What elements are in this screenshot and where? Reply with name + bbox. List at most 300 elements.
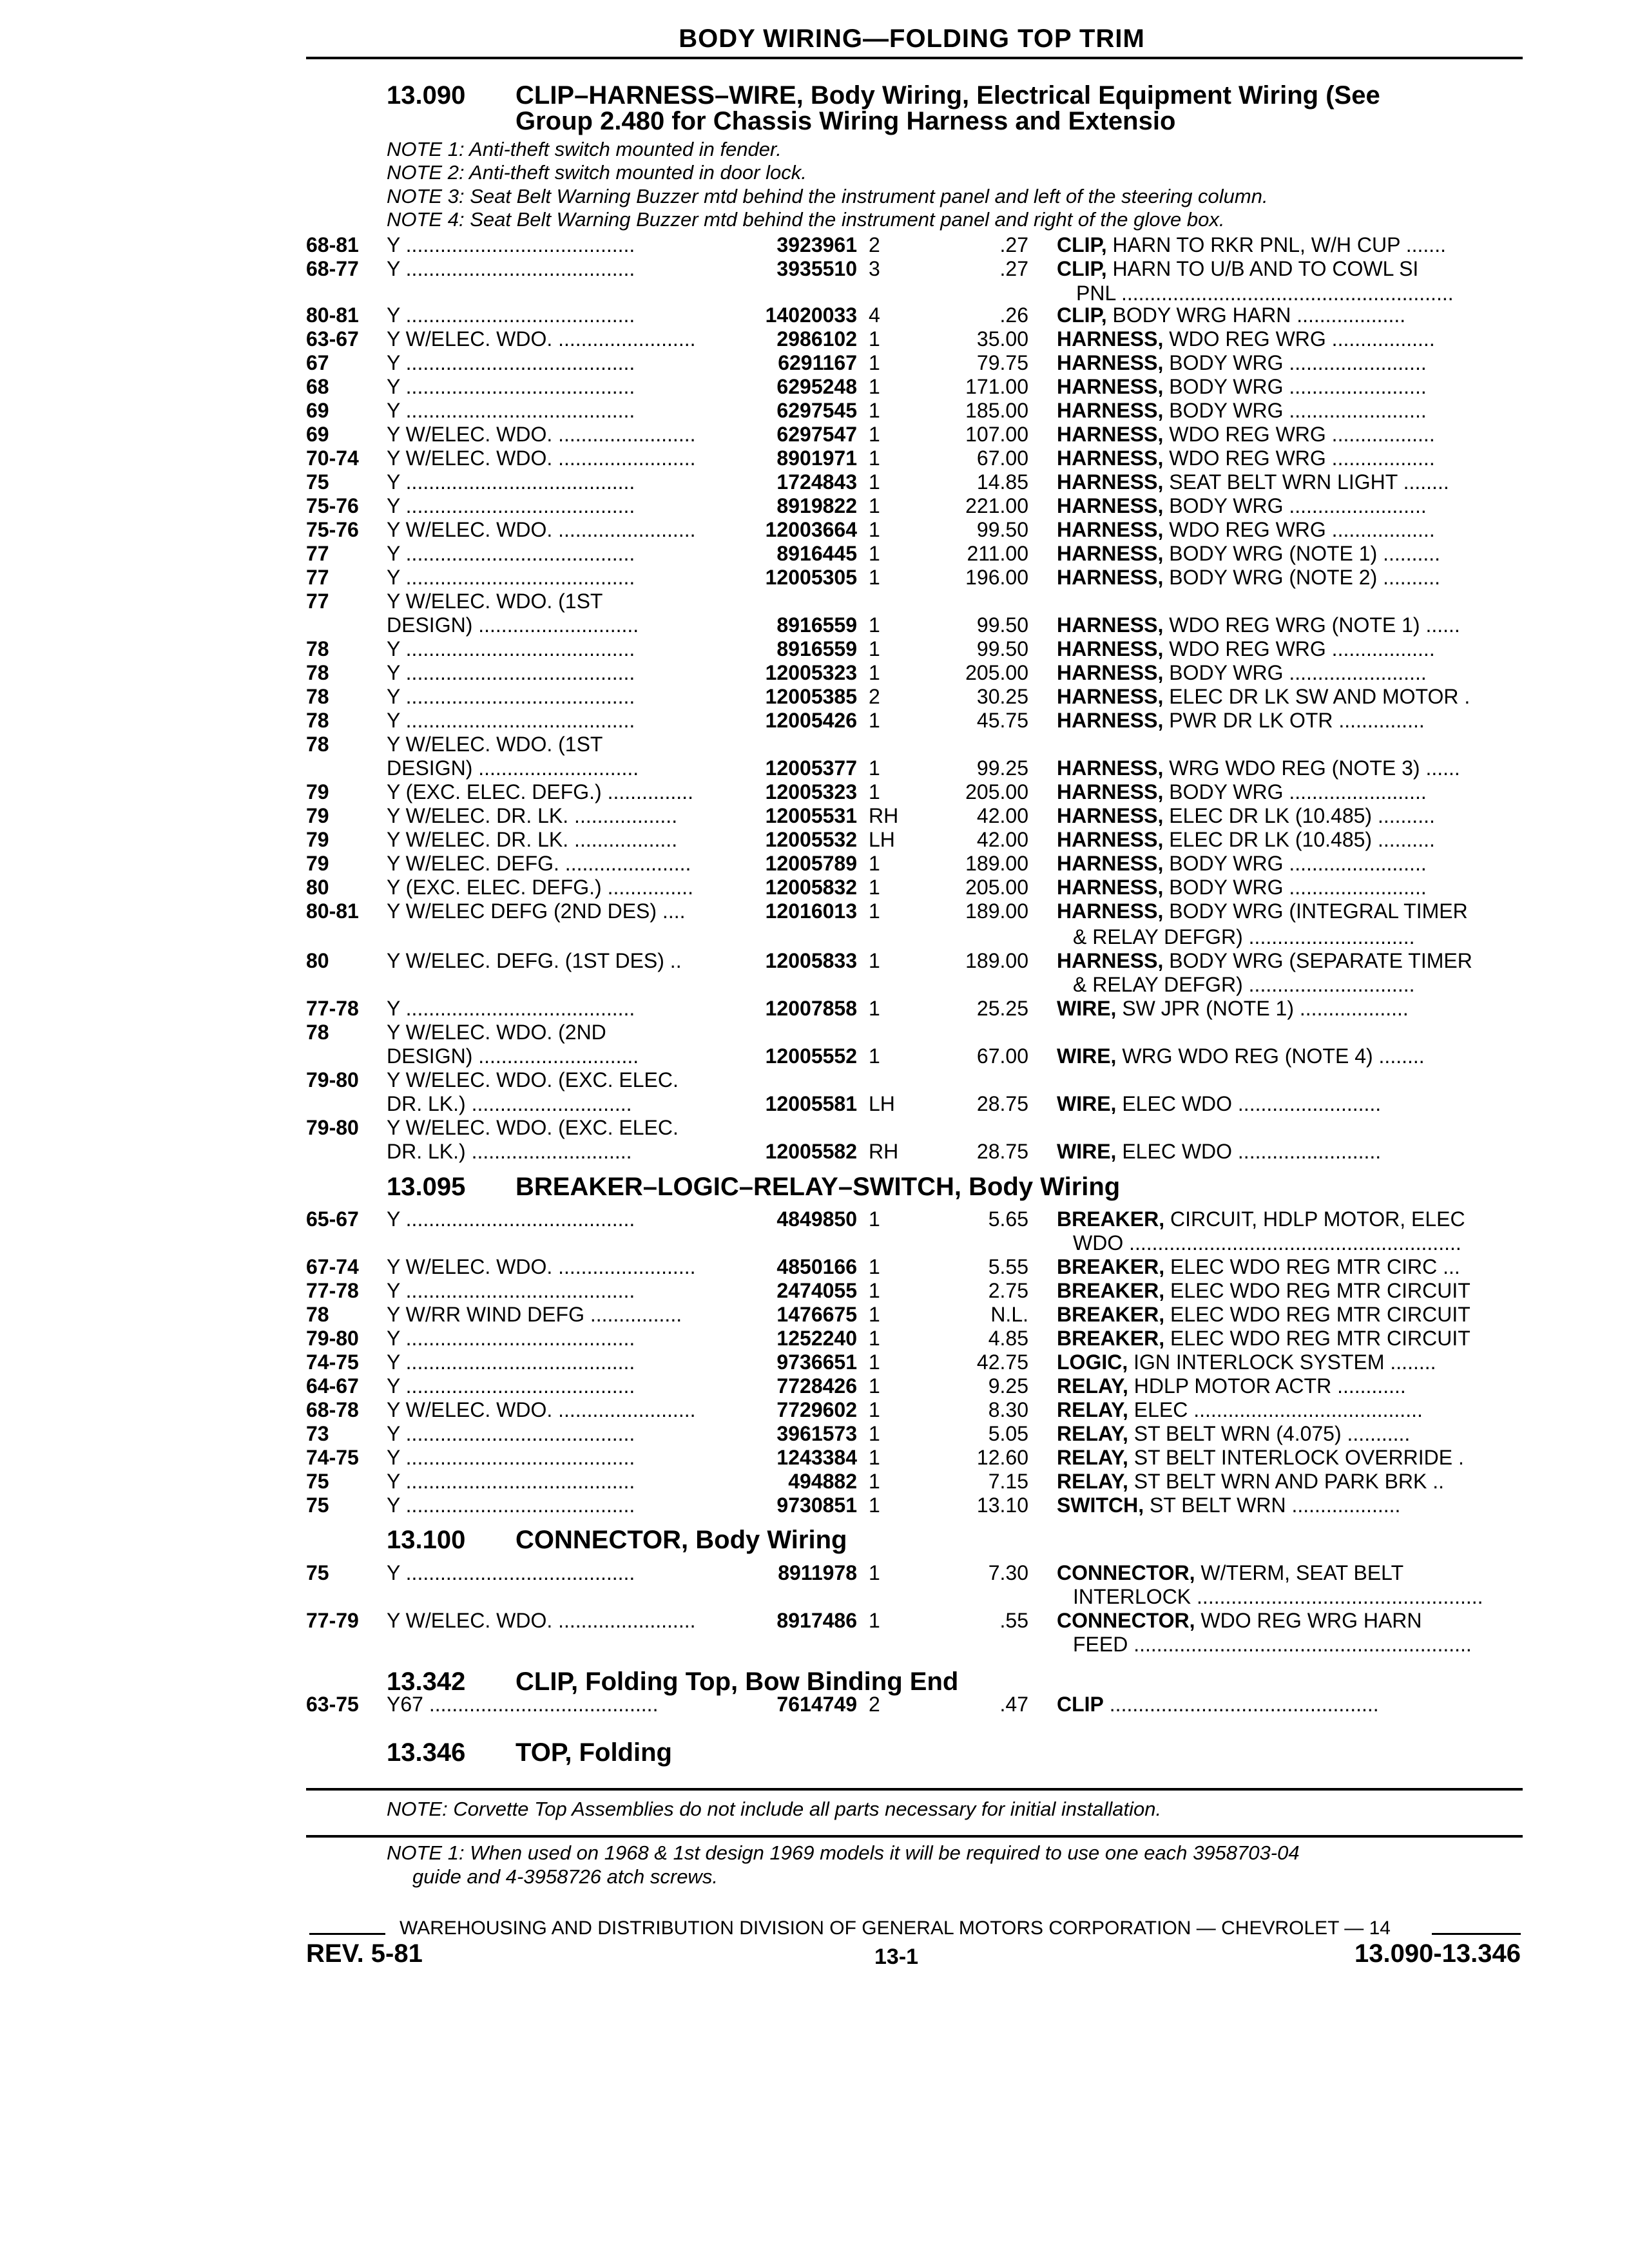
part-name-bold: RELAY,	[1057, 1422, 1128, 1445]
price: .26	[999, 303, 1028, 327]
model-years: 80-81	[306, 303, 359, 327]
application: DESIGN) ............................	[387, 613, 639, 637]
part-number: 3961573	[776, 1422, 857, 1445]
part-number: 12005305	[765, 566, 857, 589]
model-years: 79	[306, 828, 329, 851]
price: 14.85	[976, 470, 1028, 494]
part-name	[1057, 899, 1521, 923]
model-years: 78	[306, 709, 329, 732]
part-name-rest: BODY WRG HARN ...................	[1106, 303, 1406, 327]
table-row	[0, 399, 1629, 423]
quantity: 1	[869, 1446, 880, 1469]
part-number: 4850166	[776, 1255, 857, 1278]
part-name-rest: WDO REG WRG ..................	[1163, 637, 1435, 660]
table-row	[0, 257, 1629, 281]
model-years: 65-67	[306, 1207, 359, 1231]
application: Y ........................................	[387, 399, 635, 422]
application: Y W/ELEC. WDO. ........................	[387, 1398, 696, 1421]
part-name-bold: WIRE,	[1057, 1092, 1117, 1115]
table-row	[0, 637, 1629, 661]
section-title: CLIP, Folding Top, Bow Binding End	[516, 1667, 959, 1696]
price: 5.55	[988, 1255, 1028, 1278]
price: 67.00	[976, 1044, 1028, 1068]
model-years: 77-78	[306, 1279, 359, 1302]
part-number: 9730851	[776, 1494, 857, 1517]
price: 211.00	[967, 542, 1028, 565]
part-number: 12005531	[765, 804, 857, 827]
part-name	[1057, 1044, 1521, 1068]
part-name	[1057, 1561, 1521, 1585]
part-name	[1057, 233, 1521, 257]
application: Y W/ELEC. WDO. ........................	[387, 1609, 696, 1632]
part-number: 12005323	[765, 780, 857, 803]
model-years: 77-78	[306, 997, 359, 1020]
revision: REV. 5-81	[306, 1939, 423, 1968]
part-name-bold: HARNESS,	[1057, 780, 1164, 803]
model-years: 75	[306, 1470, 329, 1493]
part-name	[1057, 303, 1521, 327]
model-years: 69	[306, 423, 329, 446]
table-row	[0, 1303, 1629, 1327]
quantity: 1	[869, 1279, 880, 1302]
price: 189.00	[965, 949, 1028, 972]
part-name	[1057, 518, 1521, 542]
part-name	[1057, 780, 1521, 804]
application: Y W/ELEC. WDO. (EXC. ELEC.	[387, 1116, 679, 1139]
part-number: 7614749	[776, 1693, 857, 1716]
model-years: 67-74	[306, 1255, 359, 1278]
part-name	[1057, 327, 1521, 351]
quantity: 2	[869, 233, 880, 256]
price: 8.30	[988, 1398, 1028, 1421]
section-title: BREAKER–LOGIC–RELAY–SWITCH, Body Wiring	[516, 1173, 1121, 1201]
row-continuation: & RELAY DEFGR) .............................	[1073, 973, 1415, 996]
table-row	[0, 494, 1629, 518]
part-name-bold: RELAY,	[1057, 1470, 1128, 1493]
part-name-rest: ELEC WDO .........................	[1116, 1092, 1382, 1115]
quantity: 1	[869, 1207, 880, 1231]
part-name-rest: BODY WRG ........................	[1163, 494, 1427, 517]
price: 28.75	[976, 1092, 1028, 1115]
model-years: 68-77	[306, 257, 359, 280]
note-1-footer: NOTE 1: When used on 1968 & 1st design 1969 models it will be required to use one each 3958703-04	[387, 1841, 1300, 1864]
part-name	[1057, 1140, 1521, 1164]
price: 42.00	[976, 828, 1028, 851]
model-years: 75	[306, 470, 329, 494]
application: Y ........................................	[387, 1279, 635, 1302]
part-name-bold: CLIP,	[1057, 233, 1107, 256]
application: Y W/ELEC. DEFG. ......................	[387, 852, 691, 875]
quantity: 1	[869, 351, 880, 374]
price: 189.00	[965, 899, 1028, 923]
price: 2.75	[988, 1279, 1028, 1302]
model-years: 73	[306, 1422, 329, 1445]
part-name	[1057, 1470, 1521, 1494]
part-number: 8911978	[778, 1561, 857, 1584]
model-years: 75-76	[306, 494, 359, 517]
part-name-bold: HARNESS,	[1057, 852, 1164, 875]
table-row	[0, 1279, 1629, 1303]
part-name-bold: HARNESS,	[1057, 804, 1164, 827]
part-number: 12005833	[765, 949, 857, 972]
table-row	[0, 1140, 1629, 1164]
quantity: 1	[869, 1303, 880, 1326]
part-name-rest: WDO REG WRG HARN	[1195, 1609, 1422, 1632]
table-row	[0, 1021, 1629, 1044]
application: DR. LK.) ............................	[387, 1092, 632, 1115]
part-name-rest: ELEC WDO REG MTR CIRC ...	[1164, 1255, 1460, 1278]
model-years: 63-67	[306, 327, 359, 351]
part-number: 8917486	[776, 1609, 857, 1632]
part-name-bold: CONNECTOR,	[1057, 1609, 1195, 1632]
table-row	[0, 709, 1629, 733]
header-rule	[306, 57, 1523, 59]
part-name-rest: W/TERM, SEAT BELT	[1195, 1561, 1404, 1584]
model-years: 68-81	[306, 233, 359, 256]
part-name-bold: BREAKER,	[1057, 1327, 1165, 1350]
part-name	[1057, 1446, 1521, 1470]
part-name-bold: CLIP,	[1057, 257, 1107, 280]
quantity: 2	[869, 685, 880, 708]
model-years: 80-81	[306, 899, 359, 923]
application: DESIGN) ............................	[387, 1044, 639, 1068]
part-number: 3935510	[776, 257, 857, 280]
table-row	[0, 1327, 1629, 1350]
price: 7.30	[988, 1561, 1028, 1584]
price: 4.85	[988, 1327, 1028, 1350]
part-number: 8916559	[776, 613, 857, 637]
part-name	[1057, 470, 1521, 494]
part-name	[1057, 1350, 1521, 1374]
table-row	[0, 590, 1629, 613]
quantity: 1	[869, 1044, 880, 1068]
part-name-bold: HARNESS,	[1057, 494, 1164, 517]
quantity: 1	[869, 327, 880, 351]
part-name-rest: WDO REG WRG ..................	[1163, 327, 1435, 351]
application: Y W/ELEC. DR. LK. ..................	[387, 804, 678, 827]
price: 79.75	[976, 351, 1028, 374]
part-number: 12005323	[765, 661, 857, 684]
model-years: 79	[306, 780, 329, 803]
model-years: 74-75	[306, 1350, 359, 1374]
price: .47	[999, 1693, 1028, 1716]
part-name-bold: HARNESS,	[1057, 709, 1164, 732]
part-name-bold: LOGIC,	[1057, 1350, 1128, 1374]
part-name-bold: HARNESS,	[1057, 828, 1164, 851]
quantity: 1	[869, 756, 880, 780]
part-name-bold: HARNESS,	[1057, 949, 1164, 972]
part-name-bold: HARNESS,	[1057, 470, 1164, 494]
part-number: 1724843	[776, 470, 857, 494]
table-row	[0, 423, 1629, 447]
application: Y ........................................	[387, 303, 635, 327]
application: Y67 ........................................	[387, 1693, 659, 1716]
quantity: 1	[869, 780, 880, 803]
part-name-rest: BODY WRG (NOTE 1) ..........	[1163, 542, 1441, 565]
model-years: 79-80	[306, 1068, 359, 1091]
part-name-bold: RELAY,	[1057, 1398, 1128, 1421]
price: 7.15	[988, 1470, 1028, 1493]
part-name	[1057, 1279, 1521, 1303]
table-row	[0, 351, 1629, 375]
price: .27	[999, 257, 1028, 280]
part-name	[1057, 1693, 1521, 1716]
part-name-rest: IGN INTERLOCK SYSTEM ........	[1128, 1350, 1436, 1374]
part-number: 1252240	[776, 1327, 857, 1350]
part-number: 14020033	[765, 303, 857, 327]
table-row	[0, 828, 1629, 852]
part-name	[1057, 1327, 1521, 1350]
application: Y (EXC. ELEC. DEFG.) ...............	[387, 876, 693, 899]
quantity: 1	[869, 1255, 880, 1278]
part-name-bold: HARNESS,	[1057, 637, 1164, 660]
quantity: 1	[869, 447, 880, 470]
part-name-bold: WIRE,	[1057, 1140, 1117, 1163]
part-name-bold: HARNESS,	[1057, 899, 1164, 923]
part-name-bold: BREAKER,	[1057, 1279, 1165, 1302]
table-row	[0, 1116, 1629, 1140]
application: Y W/ELEC. WDO. (1ST	[387, 590, 603, 613]
quantity: 1	[869, 997, 880, 1020]
part-name-rest: ELEC DR LK (10.485) ..........	[1163, 828, 1435, 851]
quantity: 1	[869, 661, 880, 684]
quantity: 1	[869, 876, 880, 899]
application: Y ........................................	[387, 1561, 635, 1584]
quantity: 1	[869, 949, 880, 972]
part-name-rest: WDO REG WRG ..................	[1163, 518, 1435, 541]
quantity: 1	[869, 566, 880, 589]
table-row	[0, 470, 1629, 494]
part-number: 1476675	[776, 1303, 857, 1326]
part-name-rest: WRG WDO REG (NOTE 3) ......	[1163, 756, 1460, 780]
part-name-bold: WIRE,	[1057, 997, 1117, 1020]
part-number: 2986102	[776, 327, 857, 351]
part-name-rest: BODY WRG ........................	[1163, 399, 1427, 422]
section-number: 13.100	[387, 1526, 466, 1554]
quantity: 2	[869, 1693, 880, 1716]
model-years: 80	[306, 949, 329, 972]
bottom-note: NOTE: Corvette Top Assemblies do not include all parts necessary for initial installation.	[387, 1798, 1162, 1820]
part-number: 8901971	[776, 447, 857, 470]
section-title: CLIP–HARNESS–WIRE, Body Wiring, Electrical Equipment Wiring (See	[516, 81, 1380, 110]
price: 196.00	[965, 566, 1028, 589]
model-years: 77-79	[306, 1609, 359, 1632]
model-years: 79-80	[306, 1327, 359, 1350]
model-years: 79	[306, 852, 329, 875]
part-name-bold: HARNESS,	[1057, 399, 1164, 422]
part-number: 12005789	[765, 852, 857, 875]
section-number: 13.090	[387, 81, 466, 110]
section-13-100	[387, 1527, 1521, 1553]
part-name-bold: HARNESS,	[1057, 423, 1164, 446]
part-name-bold: BREAKER,	[1057, 1207, 1165, 1231]
part-name-rest: BODY WRG ........................	[1163, 375, 1427, 398]
part-name-bold: HARNESS,	[1057, 613, 1164, 637]
table-row	[0, 233, 1629, 257]
part-name-rest: HARN TO U/B AND TO COWL SI	[1106, 257, 1419, 280]
part-name-rest: PWR DR LK OTR ...............	[1163, 709, 1425, 732]
application: Y W/ELEC. WDO. ........................	[387, 327, 696, 351]
part-name-bold: HARNESS,	[1057, 876, 1164, 899]
part-name-bold: SWITCH,	[1057, 1494, 1144, 1517]
part-name-rest: CIRCUIT, HDLP MOTOR, ELEC	[1164, 1207, 1465, 1231]
part-name	[1057, 661, 1521, 685]
model-years: 78	[306, 661, 329, 684]
application: Y ........................................	[387, 1470, 635, 1493]
table-row	[0, 327, 1629, 351]
quantity: 1	[869, 899, 880, 923]
model-years: 69	[306, 399, 329, 422]
quantity: 1	[869, 1609, 880, 1632]
application: DESIGN) ............................	[387, 756, 639, 780]
table-row	[0, 1255, 1629, 1279]
note-4: NOTE 4: Seat Belt Warning Buzzer mtd behind the instrument panel and right of the glove box.	[387, 208, 1225, 231]
price: 12.60	[976, 1446, 1028, 1469]
part-name	[1057, 351, 1521, 375]
row-continuation: INTERLOCK ..................................................	[1073, 1585, 1483, 1608]
part-name	[1057, 637, 1521, 661]
table-row	[0, 1609, 1629, 1633]
table-row	[0, 1693, 1629, 1716]
page-range: 13.090-13.346	[1354, 1939, 1521, 1968]
price: .55	[999, 1609, 1028, 1632]
application: Y ........................................	[387, 351, 635, 374]
part-number: 12016013	[765, 899, 857, 923]
part-name	[1057, 257, 1521, 281]
part-name	[1057, 876, 1521, 899]
note-1-footer-cont: guide and 4-3958726 atch screws.	[412, 1865, 718, 1888]
part-name-rest: ELEC WDO REG MTR CIRCUIT	[1164, 1279, 1470, 1302]
part-name-rest: WDO REG WRG ..................	[1163, 447, 1435, 470]
price: 25.25	[976, 997, 1028, 1020]
part-name	[1057, 542, 1521, 566]
quantity: 1	[869, 1470, 880, 1493]
table-row	[0, 447, 1629, 470]
price: 30.25	[976, 685, 1028, 708]
part-name-rest: ...............................................	[1103, 1693, 1379, 1716]
table-row	[0, 733, 1629, 756]
part-name-rest: ELEC WDO .........................	[1116, 1140, 1382, 1163]
price: 45.75	[976, 709, 1028, 732]
quantity: 1	[869, 375, 880, 398]
part-name-rest: ST BELT INTERLOCK OVERRIDE .	[1128, 1446, 1464, 1469]
part-name	[1057, 997, 1521, 1021]
model-years: 67	[306, 351, 329, 374]
quantity: RH	[869, 1140, 899, 1163]
table-row	[0, 804, 1629, 828]
price: 205.00	[965, 876, 1028, 899]
table-row	[0, 997, 1629, 1021]
part-name	[1057, 423, 1521, 447]
model-years: 63-75	[306, 1693, 359, 1716]
application: Y ........................................	[387, 685, 635, 708]
model-years: 78	[306, 1303, 329, 1326]
price: 42.75	[976, 1350, 1028, 1374]
table-row	[0, 899, 1629, 923]
table-row	[0, 1422, 1629, 1446]
application: Y ........................................	[387, 1350, 635, 1374]
price: .27	[999, 233, 1028, 256]
application: Y ........................................	[387, 375, 635, 398]
application: Y ........................................	[387, 709, 635, 732]
part-name	[1057, 447, 1521, 470]
application: Y ........................................	[387, 494, 635, 517]
quantity: 1	[869, 709, 880, 732]
part-number: 12005582	[765, 1140, 857, 1163]
price: 107.00	[965, 423, 1028, 446]
part-name-rest: ST BELT WRN AND PARK BRK ..	[1128, 1470, 1445, 1493]
part-name	[1057, 613, 1521, 637]
quantity: LH	[869, 1092, 895, 1115]
application: Y W/ELEC. DR. LK. ..................	[387, 828, 678, 851]
quantity: 1	[869, 423, 880, 446]
price: 9.25	[988, 1374, 1028, 1398]
price: 42.00	[976, 804, 1028, 827]
part-name-rest: BODY WRG ........................	[1163, 661, 1427, 684]
table-row	[0, 1207, 1629, 1231]
price: N.L.	[990, 1303, 1028, 1326]
application: Y W/ELEC. WDO. (2ND	[387, 1021, 606, 1044]
part-name	[1057, 1255, 1521, 1279]
table-row	[0, 876, 1629, 899]
model-years: 75-76	[306, 518, 359, 541]
part-name-bold: HARNESS,	[1057, 375, 1164, 398]
quantity: RH	[869, 804, 899, 827]
part-name-rest: SW JPR (NOTE 1) ...................	[1116, 997, 1409, 1020]
part-number: 8919822	[776, 494, 857, 517]
table-row	[0, 1092, 1629, 1116]
price: 171.00	[965, 375, 1028, 398]
part-name-bold: HARNESS,	[1057, 351, 1164, 374]
part-number: 3923961	[776, 233, 857, 256]
model-years: 68-78	[306, 1398, 359, 1421]
model-years: 70-74	[306, 447, 359, 470]
part-number: 1243384	[776, 1446, 857, 1469]
part-name-rest: BODY WRG ........................	[1163, 780, 1427, 803]
quantity: LH	[869, 828, 895, 851]
part-name-rest: HARN TO RKR PNL, W/H CUP .......	[1106, 233, 1446, 256]
row-continuation: FEED ...........................................................	[1073, 1633, 1472, 1656]
part-name-rest: ELEC WDO REG MTR CIRCUIT	[1164, 1327, 1470, 1350]
part-name-bold: HARNESS,	[1057, 327, 1164, 351]
divider	[306, 1835, 1523, 1838]
part-name	[1057, 709, 1521, 733]
part-number: 494882	[788, 1470, 857, 1493]
price: 5.05	[988, 1422, 1028, 1445]
footer-rule-right	[1432, 1933, 1521, 1935]
part-number: 8916559	[776, 637, 857, 660]
part-name-bold: HARNESS,	[1057, 756, 1164, 780]
quantity: 1	[869, 518, 880, 541]
part-number: 4849850	[776, 1207, 857, 1231]
part-name-bold: CLIP,	[1057, 303, 1107, 327]
part-name-rest: BODY WRG ........................	[1163, 351, 1427, 374]
quantity: 4	[869, 303, 880, 327]
part-name	[1057, 852, 1521, 876]
table-row	[0, 756, 1629, 780]
application: Y ........................................	[387, 1446, 635, 1469]
table-row	[0, 566, 1629, 590]
part-name-rest: WDO REG WRG (NOTE 1) ......	[1163, 613, 1460, 637]
part-number: 7728426	[776, 1374, 857, 1398]
part-name-bold: HARNESS,	[1057, 518, 1164, 541]
quantity: 1	[869, 852, 880, 875]
application: Y ........................................	[387, 1374, 635, 1398]
part-name-bold: BREAKER,	[1057, 1255, 1165, 1278]
page-header: BODY WIRING—FOLDING TOP TRIM	[679, 24, 1145, 53]
quantity: 1	[869, 1422, 880, 1445]
model-years: 77	[306, 590, 329, 613]
